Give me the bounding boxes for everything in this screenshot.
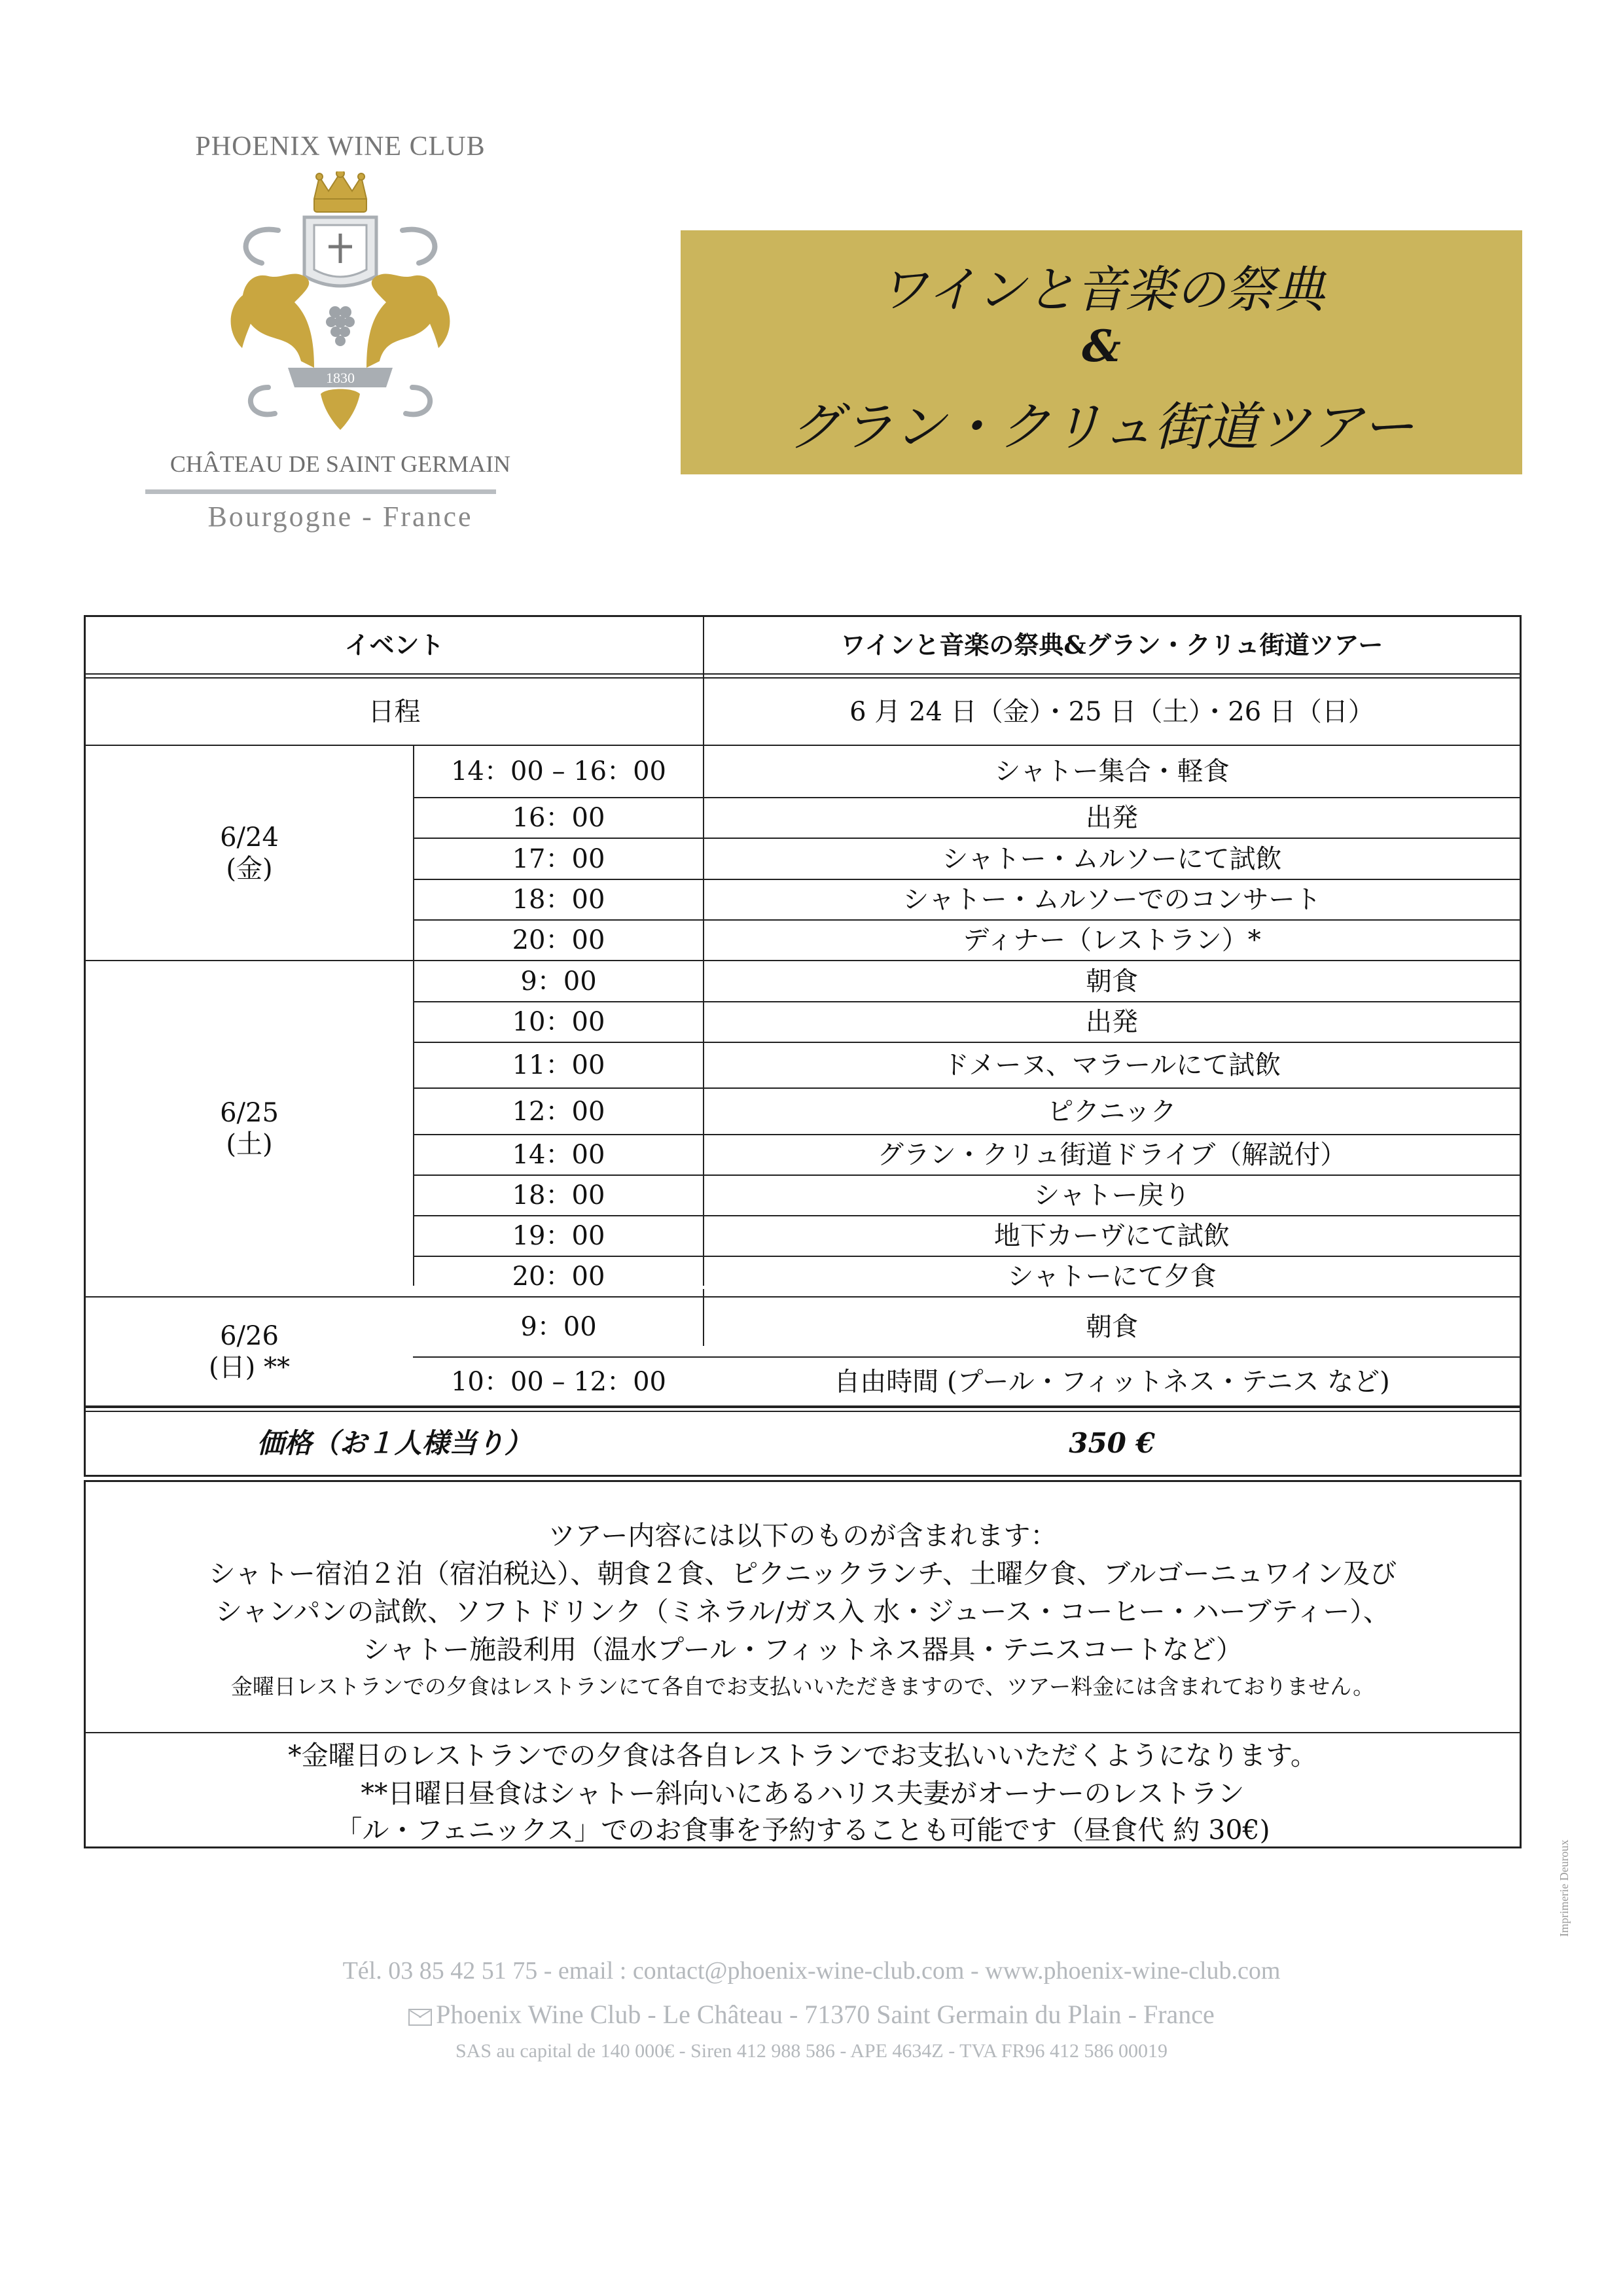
footnote: *金曜日のレストランでの夕食は各自レストランでお支払いいただくようになります。 <box>288 1740 1317 1771</box>
schedule-time: 18：00 <box>512 885 605 915</box>
schedule-activity: ディナー（レストラン）* <box>963 925 1261 955</box>
dates-value: 6 月 24 日（金）・25 日（土）・26 日（日） <box>849 696 1374 727</box>
title-line-2: グラン・クリュ街道ツアー <box>789 397 1414 457</box>
dates-label: 日程 <box>368 696 421 727</box>
day-weekday: (土) <box>226 1129 273 1159</box>
schedule-activity: 地下カーヴにて試飲 <box>994 1221 1230 1251</box>
included-heading: ツアー内容には以下のものが含まれます： <box>548 1520 1058 1551</box>
chateau-crest-logo <box>216 171 465 433</box>
title-banner <box>681 230 1522 474</box>
schedule-time: 16：00 <box>512 803 605 833</box>
day-3-date-cell <box>86 1298 413 1405</box>
schedule-time: 14：00 – 16：00 <box>450 756 667 786</box>
footer-legal: SAS au capital de 140 000€ - Siren 412 988 586 - APE 4634Z - TVA FR96 412 586 00019 <box>455 2040 1168 2062</box>
schedule-activity: シャトー戻り <box>1033 1180 1190 1210</box>
schedule-time: 12：00 <box>512 1096 605 1127</box>
footer-contact: Tél. 03 85 42 51 75 - email : contact@phoenix-wine-club.com - www.phoenix-wine-club.com <box>342 1957 1281 1985</box>
price-value: 350 € <box>1069 1426 1155 1459</box>
day-date: 6/25 <box>220 1098 279 1128</box>
price-label: 価格（お１人様当り） <box>257 1426 532 1459</box>
included-line: シャトー宿泊２泊（宿泊税込）、朝食２食、ピクニックランチ、土曜夕食、ブルゴーニュワイン及び <box>208 1558 1397 1589</box>
schedule-activity: 自由時間 (プール・フィットネス・テニス など) <box>834 1366 1390 1397</box>
schedule-time: 20：00 <box>512 1262 605 1292</box>
included-line: シャトー施設利用（温水プール・フィットネス器具・テニスコートなど） <box>363 1634 1243 1665</box>
day-2-date-cell <box>86 961 413 1296</box>
schedule-activity: シャトー・ムルソーにて試飲 <box>942 843 1282 874</box>
schedule-activity: シャトーにて夕食 <box>1007 1262 1217 1292</box>
title-ampersand: & <box>1082 321 1121 372</box>
schedule-activity: 出発 <box>1086 1007 1138 1037</box>
schedule-time: 9：00 <box>520 966 597 997</box>
event-label: イベント <box>344 630 444 660</box>
notes-box <box>84 1480 1522 1848</box>
envelope-icon <box>408 2009 432 2026</box>
day-weekday: (日) ** <box>209 1352 290 1383</box>
event-value: ワインと音楽の祭典&グラン・クリュ街道ツアー <box>840 630 1383 660</box>
day-weekday: (金) <box>226 853 273 884</box>
schedule-time: 18：00 <box>512 1180 605 1210</box>
schedule-time: 10：00 <box>512 1007 605 1037</box>
footnote: 「ル・フェニックス」でのお食事を予約することも可能です（昼食代 約 30€) <box>335 1814 1270 1846</box>
day-date: 6/24 <box>220 822 279 853</box>
svg-text:1830: 1830 <box>326 370 355 386</box>
schedule-time: 9：00 <box>520 1312 597 1342</box>
schedule-time: 17：00 <box>512 843 605 874</box>
footer-address: Phoenix Wine Club - Le Château - 71370 Saint Germain du Plain - France <box>436 2000 1215 2029</box>
schedule-time: 14：00 <box>512 1140 605 1170</box>
schedule-time: 20：00 <box>512 925 605 955</box>
exclusion-note: 金曜日レストランでの夕食はレストランにて各自でお支払いいただきますので、ツアー料金には含まれておりません。 <box>230 1674 1375 1699</box>
schedule-time: 19：00 <box>512 1221 605 1251</box>
footnote: **日曜日昼食はシャトー斜向いにあるハリス夫妻がオーナーのレストラン <box>361 1778 1245 1809</box>
schedule-table <box>84 615 1522 1477</box>
printer-credit: Imprimerie Deuroux <box>1558 1839 1571 1937</box>
title-line-1: ワインと音楽の祭典 <box>878 260 1325 319</box>
schedule-activity: 出発 <box>1086 803 1138 833</box>
schedule-activity: 朝食 <box>1086 1312 1138 1342</box>
day-date: 6/26 <box>220 1320 279 1351</box>
schedule-activity: 朝食 <box>1086 966 1138 997</box>
schedule-activity: シャトー・ムルソーでのコンサート <box>902 885 1321 915</box>
chateau-name: CHÂTEAU DE SAINT GERMAIN <box>169 451 511 477</box>
schedule-activity: ドメーヌ、マラールにて試飲 <box>942 1050 1281 1080</box>
schedule-activity: ピクニック <box>1047 1096 1177 1127</box>
region-text: Bourgogne - France <box>207 501 473 533</box>
footer-address-line <box>196 1999 1427 2030</box>
schedule-time: 11：00 <box>512 1050 605 1080</box>
schedule-activity: グラン・クリュ街道ドライブ（解説付） <box>877 1140 1347 1170</box>
logo-divider <box>145 489 496 494</box>
schedule-activity: シャトー集合・軽食 <box>994 756 1230 786</box>
schedule-time: 10：00 – 12：00 <box>450 1366 667 1397</box>
club-name: PHOENIX WINE CLUB <box>195 132 486 162</box>
day-1-date-cell <box>86 746 413 960</box>
included-line: シャンパンの試飲、ソフトドリンク（ミネラル/ガス入 水・ジュース・コーヒー・ハーブティー）、 <box>215 1596 1390 1627</box>
